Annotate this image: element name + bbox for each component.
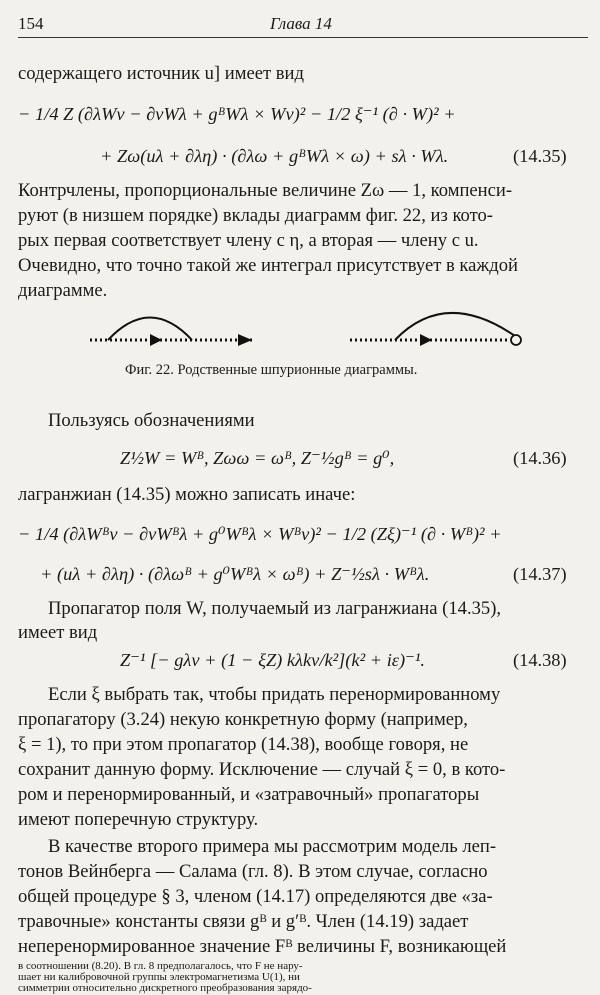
text-line: Очевидно, что точно такой же интеграл присутствует в каждой bbox=[18, 255, 518, 276]
equation-number: (14.35) bbox=[513, 146, 567, 166]
text-line: шает ни калибровочной группы электромагнетизма U(1), ни bbox=[18, 971, 300, 983]
text-line: лагранжиан (14.35) можно записать иначе: bbox=[18, 484, 356, 505]
equation-number: (14.38) bbox=[513, 650, 567, 670]
page-number: 154 bbox=[18, 14, 44, 33]
equation-line: + (uλ + ∂λη) · (∂λωᴮ + g⁰Wᴮλ × ωᴮ) + Z⁻½sλ · Wᴮλ. bbox=[40, 564, 430, 584]
equation-line: − 1/4 (∂λWᴮν − ∂νWᴮλ + g⁰Wᴮλ × Wᴮν)² − 1/2 (Zξ)⁻¹ (∂ · Wᴮ)² + bbox=[18, 524, 502, 544]
text-line: Пользуясь обозначениями bbox=[48, 410, 255, 431]
text-line: тонов Вейнберга — Салама (гл. 8). В этом случае, согласно bbox=[18, 861, 488, 882]
text-line: в соотношении (8.20). В гл. 8 предполагалось, что F не нару- bbox=[18, 960, 303, 972]
text-block-tail bbox=[18, 961, 312, 994]
text-line: рых первая соответствует члену с η, а вторая — члену с u. bbox=[18, 230, 479, 251]
text-line: имеют поперечную структуру. bbox=[18, 809, 259, 830]
text-line: травочные» константы связи gᴮ и g′ᴮ. Член (14.19) задает bbox=[18, 911, 469, 932]
text-line: имеет вид bbox=[18, 622, 98, 643]
text-line: ξ = 1), то при этом пропагатор (14.38), вообще говоря, не bbox=[18, 734, 469, 755]
running-header: Глава 14 bbox=[270, 14, 332, 33]
text-line: сохранит данную форму. Исключение — случай ξ = 0, в кото- bbox=[18, 759, 506, 780]
equation-line: Z½W = Wᴮ, Zωω = ωᴮ, Z⁻½gᴮ = g⁰, bbox=[120, 448, 395, 468]
text-line: общей процедуре § 3, членом (14.17) определяются две «за- bbox=[18, 886, 493, 907]
text-line: пропагатору (3.24) некую конкретную форму (например, bbox=[18, 709, 468, 730]
text-line: содержащего источник u] имеет вид bbox=[18, 63, 304, 84]
text-line: В качестве второго примера мы рассмотрим модель леп- bbox=[48, 836, 497, 857]
text-line: неперенормированное значение Fᴮ величины F, возникающей bbox=[18, 936, 507, 957]
equation-line: + Zω(uλ + ∂λη) · (∂λω + gᴮWλ × ω) + sλ · Wλ. bbox=[100, 146, 449, 166]
text-line: ром и перенормированный, и «затравочный» пропагаторы bbox=[18, 784, 480, 805]
equation-number: (14.37) bbox=[513, 564, 567, 584]
text-line: диаграмме. bbox=[18, 280, 108, 301]
text-line: Если ξ выбрать так, чтобы придать перенормированному bbox=[48, 684, 501, 705]
figure-22 bbox=[0, 290, 600, 360]
text-line: симметрии относительно дискретного преобразования зарядо- bbox=[18, 982, 312, 994]
equation-number: (14.36) bbox=[513, 448, 567, 468]
text-line: Пропагатор поля W, получаемый из лагранжиана (14.35), bbox=[48, 598, 502, 619]
figure-caption: Фиг. 22. Родственные шпурионные диаграммы. bbox=[125, 362, 418, 378]
header-rule bbox=[18, 37, 588, 38]
diagram-right bbox=[350, 313, 521, 346]
text-line: Контрчлены, пропорциональные величине Zω — 1, компенси- bbox=[18, 180, 513, 201]
diagram-left bbox=[90, 318, 255, 347]
equation-line: Z⁻¹ [− gλν + (1 − ξZ) kλkν/k²](k² + iε)⁻¹. bbox=[120, 650, 425, 670]
text-line: руют (в низшем порядке) вклады диаграмм фиг. 22, из кото- bbox=[18, 205, 493, 226]
equation-line: − 1/4 Z (∂λWν − ∂νWλ + gᴮWλ × Wν)² − 1/2 ξ⁻¹ (∂ · W)² + bbox=[18, 104, 456, 124]
